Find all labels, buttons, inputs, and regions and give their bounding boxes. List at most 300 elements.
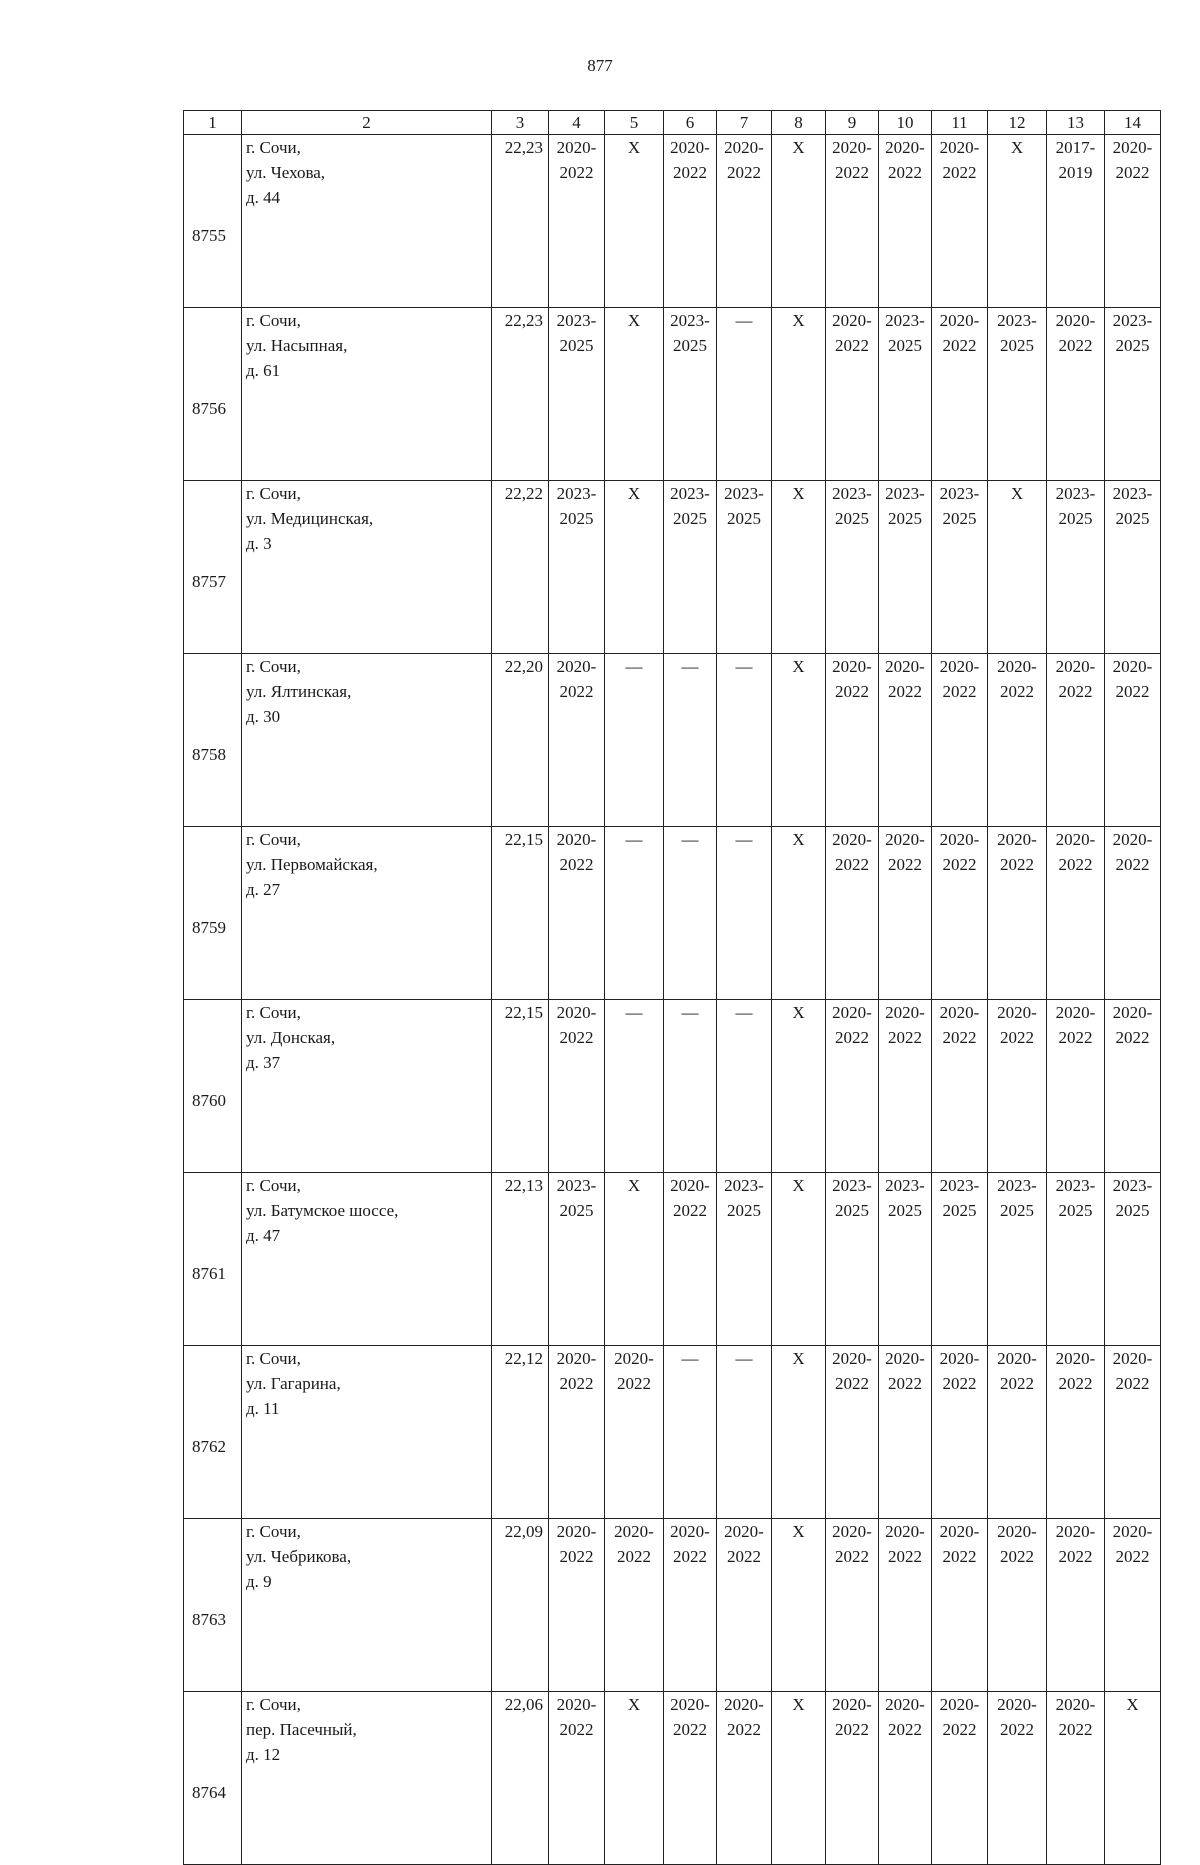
period-value: — [681,830,699,849]
row-number: 8760 [184,1000,242,1173]
address-line: г. Сочи, [246,1522,301,1541]
period-value: 2023- 2025 [997,1176,1037,1220]
period-cell [605,1519,664,1692]
period-cell [1047,654,1105,827]
period-cell [772,654,826,827]
address-line: д. 61 [246,361,281,380]
period-cell [1047,135,1105,308]
address-line: г. Сочи, [246,1176,301,1195]
row-number: 8761 [184,1173,242,1346]
period-cell [549,827,605,1000]
column-header: 11 [932,111,988,135]
period-cell [1047,308,1105,481]
table-row [184,308,1161,481]
area-cell: 22,22 [492,481,549,654]
period-value: 2020- 2022 [1112,1003,1153,1047]
period-value: 2020- 2022 [1055,1695,1096,1739]
period-value: 2020- 2022 [832,138,872,182]
period-cell [826,654,879,827]
period-value: X [792,830,805,849]
period-cell [605,1173,664,1346]
period-cell [932,1000,988,1173]
period-cell [605,1000,664,1173]
period-cell [1105,308,1161,481]
table-row [184,1173,1161,1346]
address-cell [242,654,492,827]
period-cell [664,1519,717,1692]
address-cell [242,1519,492,1692]
period-cell [932,654,988,827]
row-number: 8758 [184,654,242,827]
row-number: 8762 [184,1346,242,1519]
address-cell [242,308,492,481]
period-value: 2023- 2025 [939,484,980,528]
column-header: 14 [1105,111,1161,135]
table-row [184,1519,1161,1692]
period-cell [549,1346,605,1519]
period-value: 2020- 2022 [556,1522,597,1566]
period-value: X [792,657,805,676]
period-cell [1047,1346,1105,1519]
table-row [184,481,1161,654]
period-cell [1047,827,1105,1000]
period-cell [605,1346,664,1519]
period-value: 2020- 2022 [614,1349,654,1393]
period-cell [932,308,988,481]
period-cell [772,135,826,308]
period-value: 2023- 2025 [1112,311,1153,355]
period-value: 2020- 2022 [832,1003,872,1047]
column-header: 13 [1047,111,1105,135]
address-line: д. 11 [246,1399,280,1418]
period-cell [988,481,1047,654]
column-header: 10 [879,111,932,135]
address-line: г. Сочи, [246,830,301,849]
period-cell [717,654,772,827]
address-line: г. Сочи, [246,1003,301,1022]
address-cell [242,135,492,308]
column-header: 2 [242,111,492,135]
period-cell [1105,1000,1161,1173]
period-value: X [627,484,641,503]
period-cell [826,1173,879,1346]
period-value: 2020- 2022 [670,1176,710,1220]
period-value: 2020- 2022 [939,1522,980,1566]
row-number: 8763 [184,1519,242,1692]
period-value: 2020- 2022 [939,1695,980,1739]
period-value: 2020- 2022 [1055,1003,1096,1047]
period-cell [988,1519,1047,1692]
area-cell: 22,15 [492,827,549,1000]
column-header: 12 [988,111,1047,135]
table-row [184,135,1161,308]
period-value: 2020- 2022 [1055,830,1096,874]
period-value: X [1010,138,1024,157]
period-cell [717,308,772,481]
period-value: 2020- 2022 [1112,657,1153,701]
row-number: 8764 [184,1692,242,1865]
column-header: 9 [826,111,879,135]
address-line: д. 3 [246,534,272,553]
period-cell [549,1173,605,1346]
period-cell [772,1692,826,1865]
period-value: 2020- 2022 [939,657,980,701]
period-value: 2020- 2022 [885,138,925,182]
period-value: 2020- 2022 [939,830,980,874]
period-value: 2020- 2022 [670,1522,710,1566]
period-cell [549,308,605,481]
period-cell [664,1000,717,1173]
period-cell [549,1692,605,1865]
area-cell: 22,15 [492,1000,549,1173]
column-header: 5 [605,111,664,135]
period-value: 2020- 2022 [556,1695,597,1739]
period-cell [549,1519,605,1692]
period-value: 2023- 2025 [832,1176,872,1220]
period-value: 2020- 2022 [885,657,925,701]
period-value: 2020- 2022 [556,830,597,874]
period-cell [879,481,932,654]
period-value: 2020- 2022 [1055,311,1096,355]
period-value: 2023- 2025 [670,484,710,528]
period-cell [932,1692,988,1865]
period-value: 2023- 2025 [885,484,925,528]
period-value: 2023- 2025 [556,484,597,528]
period-cell [1105,481,1161,654]
period-cell [1047,1692,1105,1865]
period-cell [988,1692,1047,1865]
period-cell [717,481,772,654]
period-value: X [627,311,641,330]
address-line: ул. Батумское шоссе, [246,1201,399,1220]
period-cell [988,654,1047,827]
address-line: д. 47 [246,1226,281,1245]
period-value: 2020- 2022 [724,1695,764,1739]
period-cell [549,654,605,827]
address-line: д. 12 [246,1745,281,1764]
period-cell [879,135,932,308]
period-cell [772,1173,826,1346]
row-number: 8759 [184,827,242,1000]
period-cell [988,308,1047,481]
column-header: 7 [717,111,772,135]
period-cell [605,481,664,654]
period-cell [826,1692,879,1865]
period-cell [932,1346,988,1519]
address-line: д. 37 [246,1053,281,1072]
period-value: 2020- 2022 [1112,830,1153,874]
period-value: X [792,1695,805,1714]
address-cell [242,481,492,654]
period-value: 2023- 2025 [885,311,925,355]
period-value: 2020- 2022 [1055,1349,1096,1393]
period-value: X [627,1695,641,1714]
address-line: г. Сочи, [246,1695,301,1714]
period-value: X [792,1349,805,1368]
period-cell [1047,481,1105,654]
period-value: 2023- 2025 [556,1176,597,1220]
period-cell [772,1519,826,1692]
period-value: 2020- 2022 [997,657,1037,701]
table-row [184,654,1161,827]
period-cell [717,135,772,308]
address-line: д. 27 [246,880,281,899]
period-value: 2023- 2025 [1112,1176,1153,1220]
period-value: — [735,311,753,330]
period-cell [879,1519,932,1692]
period-value: 2023- 2025 [1112,484,1153,528]
registry-table [183,110,1161,1865]
address-line: ул. Донская, [246,1028,336,1047]
address-line: г. Сочи, [246,657,301,676]
period-value: 2020- 2022 [997,1349,1037,1393]
period-value: — [625,657,643,676]
period-value: 2020- 2022 [670,1695,710,1739]
area-cell: 22,23 [492,135,549,308]
period-value: 2020- 2022 [885,830,925,874]
period-cell [826,1519,879,1692]
period-value: — [681,1349,699,1368]
period-value: X [792,311,805,330]
page-number: 877 [587,56,613,75]
period-value: 2020- 2022 [885,1522,925,1566]
period-cell [605,308,664,481]
period-cell [879,1692,932,1865]
period-cell [879,1173,932,1346]
period-cell [932,1519,988,1692]
period-value: 2020- 2022 [1055,657,1096,701]
period-value: 2020- 2022 [997,830,1037,874]
period-cell [932,1173,988,1346]
period-value: 2020- 2022 [1112,1522,1153,1566]
period-value: 2020- 2022 [939,138,980,182]
row-number: 8756 [184,308,242,481]
period-cell [932,481,988,654]
address-line: г. Сочи, [246,484,301,503]
period-value: 2020- 2022 [939,311,980,355]
period-value: 2020- 2022 [832,1349,872,1393]
period-value: 2023- 2025 [556,311,597,355]
period-value: 2020- 2022 [997,1522,1037,1566]
period-value: 2020- 2022 [885,1003,925,1047]
period-cell [717,1346,772,1519]
period-value: X [792,138,805,157]
period-value: 2023- 2025 [724,484,764,528]
period-cell [664,827,717,1000]
address-line: г. Сочи, [246,311,301,330]
address-line: ул. Гагарина, [246,1374,341,1393]
period-cell [826,827,879,1000]
period-cell [1105,1519,1161,1692]
period-value: 2023- 2025 [1055,484,1096,528]
period-value: X [792,484,805,503]
period-cell [549,135,605,308]
period-cell [772,1346,826,1519]
address-line: ул. Первомайская, [246,855,378,874]
period-cell [664,481,717,654]
address-cell [242,1000,492,1173]
address-line: ул. Насыпная, [246,336,348,355]
table-row [184,827,1161,1000]
period-cell [717,1519,772,1692]
period-cell [1047,1519,1105,1692]
period-cell [664,135,717,308]
period-value: — [735,830,753,849]
period-value: 2023- 2025 [997,311,1037,355]
address-line: ул. Ялтинская, [246,682,352,701]
period-cell [879,827,932,1000]
period-cell [932,135,988,308]
period-cell [772,481,826,654]
table-body [184,111,1161,1865]
period-value: 2020- 2022 [832,1695,872,1739]
period-cell [549,1000,605,1173]
period-value: 2020- 2022 [997,1695,1037,1739]
period-value: 2023- 2025 [724,1176,764,1220]
address-line: д. 30 [246,707,281,726]
period-cell [605,654,664,827]
address-line: ул. Чебрикова, [246,1547,352,1566]
period-value: 2020- 2022 [885,1695,925,1739]
period-value: X [627,1176,641,1195]
period-cell [664,1692,717,1865]
period-value: X [627,138,641,157]
period-value: X [1126,1695,1139,1714]
period-value: 2020- 2022 [832,657,872,701]
period-value: X [792,1003,805,1022]
period-value: — [735,1349,753,1368]
period-value: X [1010,484,1024,503]
period-value: 2020- 2022 [556,138,597,182]
table-row [184,1000,1161,1173]
period-cell [879,1346,932,1519]
period-value: — [681,1003,699,1022]
period-cell [826,1346,879,1519]
row-number: 8757 [184,481,242,654]
table-row [184,1346,1161,1519]
period-value: 2020- 2022 [1112,138,1153,182]
period-value: 2020- 2022 [832,830,872,874]
column-header: 3 [492,111,549,135]
period-cell [664,308,717,481]
period-cell [1047,1000,1105,1173]
address-cell [242,1692,492,1865]
period-cell [1105,1692,1161,1865]
column-header: 1 [184,111,242,135]
period-value: 2023- 2025 [885,1176,925,1220]
period-cell [1105,1346,1161,1519]
period-cell [1105,1173,1161,1346]
period-value: — [681,657,699,676]
period-cell [826,481,879,654]
address-line: д. 44 [246,188,281,207]
period-cell [879,654,932,827]
period-cell [1105,654,1161,827]
period-cell [826,135,879,308]
period-value: 2020- 2022 [1055,1522,1096,1566]
column-header: 4 [549,111,605,135]
period-value: 2020- 2022 [832,1522,872,1566]
period-cell [826,308,879,481]
period-cell [879,308,932,481]
period-value: 2020- 2022 [1112,1349,1153,1393]
period-cell [664,1173,717,1346]
period-value: — [735,1003,753,1022]
period-cell [605,1692,664,1865]
area-cell: 22,12 [492,1346,549,1519]
area-cell: 22,23 [492,308,549,481]
area-cell: 22,06 [492,1692,549,1865]
period-cell [605,827,664,1000]
period-cell [988,827,1047,1000]
area-cell: 22,20 [492,654,549,827]
period-cell [717,827,772,1000]
period-cell [1105,135,1161,308]
period-cell [988,135,1047,308]
address-cell [242,1346,492,1519]
period-value: 2023- 2025 [832,484,872,528]
period-value: — [625,830,643,849]
period-cell [717,1000,772,1173]
period-value: 2023- 2025 [1055,1176,1096,1220]
period-value: 2020- 2022 [614,1522,654,1566]
period-value: X [792,1522,805,1541]
period-value: 2020- 2022 [724,138,764,182]
period-value: 2020- 2022 [670,138,710,182]
address-line: г. Сочи, [246,1349,301,1368]
period-value: 2020- 2022 [724,1522,764,1566]
period-cell [549,481,605,654]
header-row [184,111,1161,135]
period-cell [772,827,826,1000]
period-value: 2020- 2022 [556,657,597,701]
period-cell [826,1000,879,1173]
period-value: 2017- 2019 [1055,138,1096,182]
column-header: 8 [772,111,826,135]
address-cell [242,827,492,1000]
period-cell [772,1000,826,1173]
period-value: 2020- 2022 [939,1003,980,1047]
period-value: 2020- 2022 [556,1003,597,1047]
column-header: 6 [664,111,717,135]
address-line: пер. Пасечный, [246,1720,357,1739]
area-cell: 22,13 [492,1173,549,1346]
period-value: 2023- 2025 [939,1176,980,1220]
address-cell [242,1173,492,1346]
row-number: 8755 [184,135,242,308]
period-cell [988,1000,1047,1173]
period-cell [1105,827,1161,1000]
period-cell [605,135,664,308]
address-line: ул. Медицинская, [246,509,374,528]
period-value: X [792,1176,805,1195]
period-cell [664,1346,717,1519]
period-cell [772,308,826,481]
period-value: — [625,1003,643,1022]
address-line: д. 9 [246,1572,272,1591]
area-cell: 22,09 [492,1519,549,1692]
period-cell [879,1000,932,1173]
period-value: 2020- 2022 [885,1349,925,1393]
table-row [184,1692,1161,1865]
period-value: 2020- 2022 [939,1349,980,1393]
period-cell [664,654,717,827]
period-cell [988,1346,1047,1519]
period-value: 2020- 2022 [556,1349,597,1393]
period-value: 2020- 2022 [997,1003,1037,1047]
period-cell [932,827,988,1000]
period-value: — [735,657,753,676]
